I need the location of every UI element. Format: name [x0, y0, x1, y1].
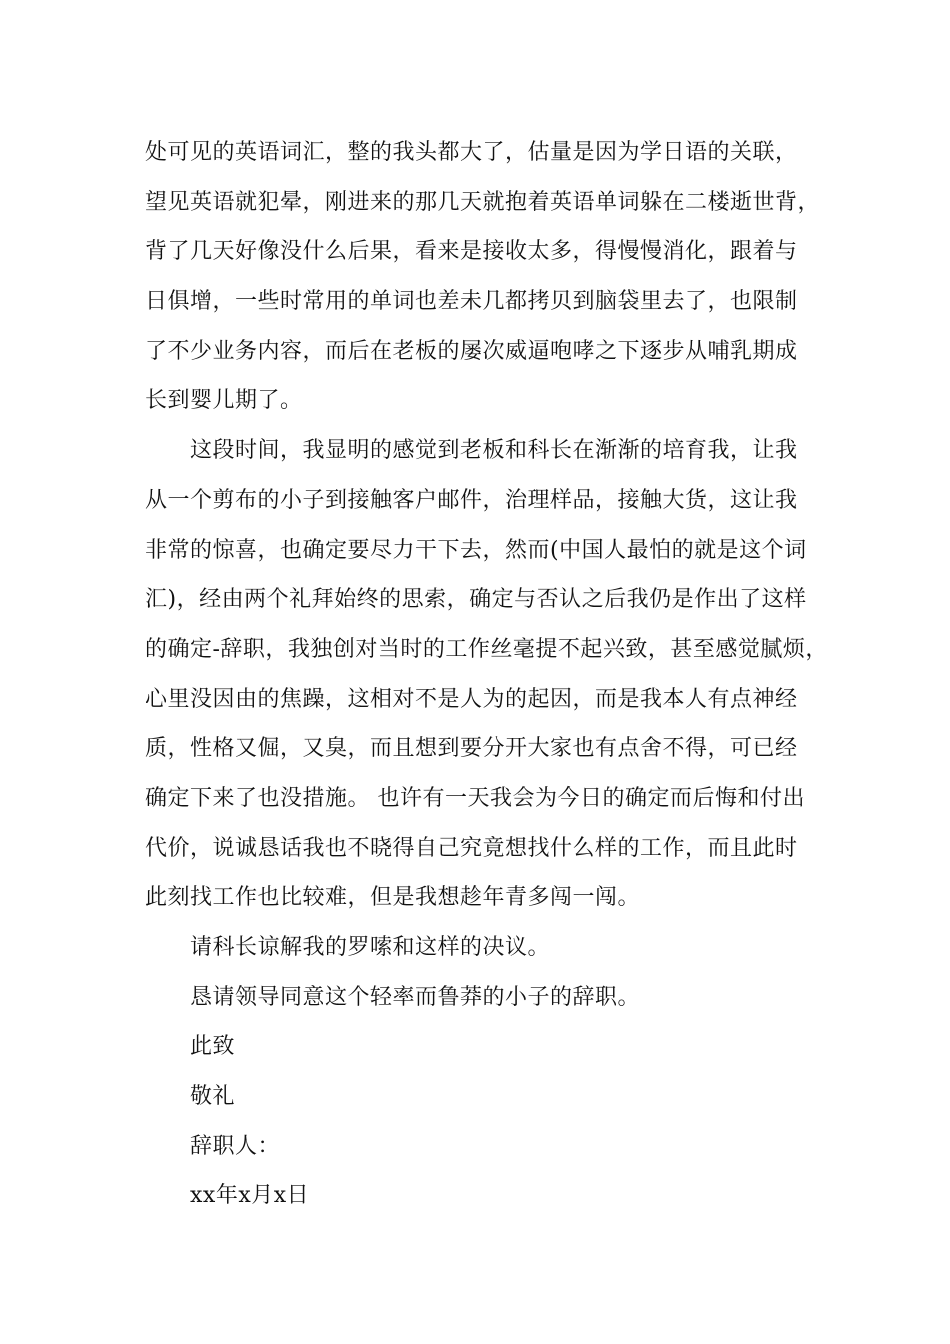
text-line: 代价，说诚恳话我也不晓得自己究竟想找什么样的工作，而且此时 — [145, 835, 798, 861]
text-line: 背了几天好像没什么后果，看来是接收太多，得慢慢消化，跟着与 — [145, 239, 798, 265]
text-line: 心里没因由的焦躁，这相对不是人为的起因，而是我本人有点神经 — [145, 686, 798, 712]
text-line: 此刻找工作也比较难，但是我想趁年青多闯一闯。 — [145, 885, 641, 911]
text-line: 日俱增，一些时常用的单词也差未几都拷贝到脑袋里去了，也限制 — [145, 289, 798, 315]
date-line: xx年x月x日 — [190, 1183, 310, 1209]
text-line: 的确定-辞职，我独创对当时的工作丝毫提不起兴致，甚至感觉腻烦， — [145, 636, 828, 662]
text-line: 从一个剪布的小子到接触客户邮件，治理样品，接触大货，这让我 — [145, 487, 798, 513]
text-line: 确定下来了也没措施。 也许有一天我会为今日的确定而后悔和付出 — [145, 785, 805, 811]
paragraph-4: 恳请领导同意这个轻率而鲁莽的小子的辞职。 — [190, 984, 641, 1010]
text-line: 非常的惊喜，也确定要尽力干下去，然而(中国人最怕的就是这个词 — [145, 537, 807, 563]
paragraph-1 — [145, 128, 825, 426]
signature-label: 辞职人： — [190, 1133, 281, 1159]
paragraph-3: 请科长谅解我的罗嗦和这样的决议。 — [190, 935, 551, 960]
text-line: 汇)，经由两个礼拜始终的思索，确定与否认之后我仍是作出了这样 — [145, 587, 807, 613]
closing-salutation: 此致 — [190, 1034, 236, 1060]
text-line: 质，性格又倔，又臭，而且想到要分开大家也有点舍不得，可已经 — [145, 736, 798, 762]
text-line: 这段时间，我显明的感觉到老板和科长在渐渐的培育我，让我 — [190, 438, 798, 464]
text-line: 了不少业务内容，而后在老板的屡次威逼咆哮之下逐步从哺乳期成 — [145, 338, 798, 364]
paragraph-2 — [145, 426, 828, 923]
text-line: 长到婴儿期了。 — [145, 388, 303, 414]
text-line: 处可见的英语词汇，整的我头都大了，估量是因为学日语的关联， — [145, 140, 798, 165]
letter-body — [145, 128, 828, 1221]
text-line: 望见英语就犯晕，刚进来的那几天就抱着英语单词躲在二楼逝世背， — [145, 189, 821, 215]
closing-regards: 敬礼 — [190, 1084, 236, 1110]
